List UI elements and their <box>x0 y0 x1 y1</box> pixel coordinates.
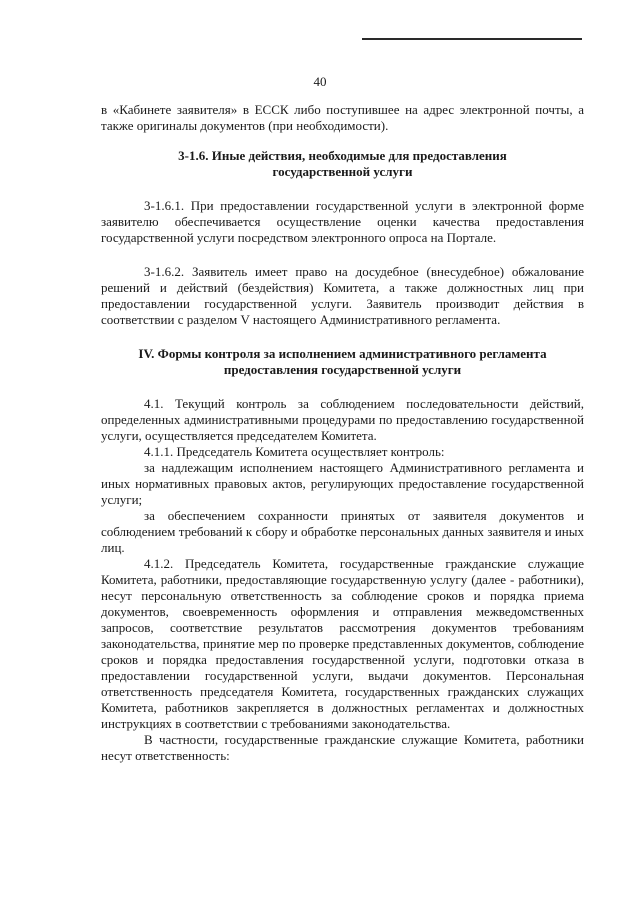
paragraph-responsibility: В частности, государственные гражданские служащие Комитета, работники несут ответственность: <box>101 732 584 763</box>
paragraph-4-1-1-item-b: за обеспечением сохранности принятых от заявителя документов и соблюдением требований к сбору и обработке персональных данных заявителя и иных лиц. <box>101 508 584 555</box>
page-number: 40 <box>313 74 327 89</box>
paragraph-4-1-1: 4.1.1. Председатель Комитета осуществляет контроль: <box>144 444 445 459</box>
section-heading-3-1-6: 3-1.6. Иные действия, необходимые для предоставления государственной услуги <box>178 148 507 179</box>
paragraph-4-1-1-item-a: за надлежащим исполнением настоящего Административного регламента и иных нормативных правовых актов, регулирующих предоставление государственной услуги; <box>101 460 584 507</box>
section-heading-iv: IV. Формы контроля за исполнением административного регламента предоставления государственной услуги <box>138 346 547 377</box>
paragraph-3-1-6-1: 3-1.6.1. При предоставлении государственной услуги в электронной форме заявителю обеспечивается осуществление оценки качества предоставления государственной услуги посредством электронного опроса на Портале. <box>101 198 584 245</box>
paragraph-4-1-2: 4.1.2. Председатель Комитета, государственные гражданские служащие Комитета, работники, предоставляющие государственную услугу (далее - работники), несут персональную ответственность за соблюдение сроков и порядка приема документов, своевременность оформления и отправления межведомственных запросов, соответствие результатов рассмотрения документов требованиям законодательства, принятие мер по проверке представленных документов, соблюдение сроков и порядка предоставления государственной услуги, подготовки отказа в предоставлении государственной услуги, выдачи документов. Персональная ответственность председателя Комитета, государственных гражданских служащих Комитета, работников закрепляется в должностных регламентах и должностных инструкциях в соответствии с требованиями законодательства. <box>101 556 584 731</box>
paragraph-continuation: в «Кабинете заявителя» в ЕССК либо поступившее на адрес электронной почты, а также оригиналы документов (при необходимости). <box>101 102 584 133</box>
header-rule <box>362 38 582 40</box>
paragraph-4-1: 4.1. Текущий контроль за соблюдением последовательности действий, определенных административными процедурами по предоставлению государственной услуги, осуществляется председателем Комитета. <box>101 396 584 443</box>
paragraph-3-1-6-2: 3-1.6.2. Заявитель имеет право на досудебное (внесудебное) обжалование решений и действий (бездействия) Комитета, а также должностных лиц при предоставлении государственной услуги. Заявитель производит действия в соответствии с разделом V настоящего Административного регламента. <box>101 264 584 327</box>
document-body <box>101 102 584 764</box>
